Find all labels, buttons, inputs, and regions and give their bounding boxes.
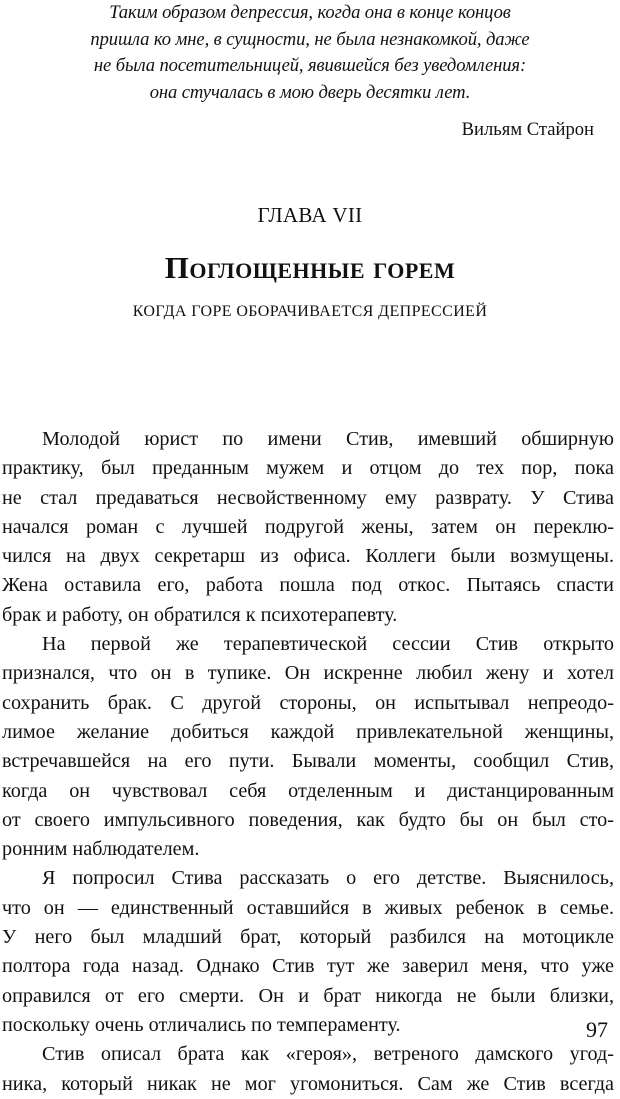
epigraph	[20, 0, 600, 106]
paragraph-line: лимое желание добиться каждой привлекательной женщины,	[2, 720, 614, 743]
paragraph-line: Стив описал брата как «героя», ветреного дамского угод-	[42, 1043, 614, 1066]
paragraph-line: ронним наблюдателем.	[2, 838, 200, 861]
chapter-subtitle: КОГДА ГОРЕ ОБОРАЧИВАЕТСЯ ДЕПРЕССИЕЙ	[132, 303, 488, 320]
paragraph-line: сохранить брак. С другой стороны, он испытывал непреодо-	[2, 691, 614, 714]
epigraph-author: Вильям Стайрон	[461, 119, 594, 140]
paragraph-line: ника, который никак не мог угомониться. Сам же Стив всегда	[2, 1072, 614, 1095]
page-number: 97	[586, 1017, 608, 1042]
paragraph-line: начался роман с лучшей подругой жены, затем он переклю-	[2, 515, 614, 538]
paragraph-line: признался, что он в тупике. Он искренне любил жену и хотел	[2, 662, 614, 685]
paragraph-line: У него был младший брат, который разбился на мотоцикле	[2, 926, 614, 949]
paragraph-line: Жена оставила его, работа пошла под откос. Пытаясь спасти	[2, 574, 614, 597]
paragraph-line: Молодой юрист по имени Стив, имевший обширную	[42, 428, 614, 450]
paragraph-line: что он — единственный оставшийся в живых ребенок в семье.	[2, 896, 614, 919]
paragraph-line: встречавшейся на его пути. Бывали моменты, сообщил Стив,	[2, 750, 614, 773]
paragraph-line: поскольку очень отличались по темпераменту.	[2, 1013, 401, 1036]
paragraph-line: оправился от его смерти. Он и брат никогда не были близки,	[2, 984, 614, 1007]
paragraph-line: не стал предаваться несвойственному ему разврату. У Стива	[2, 486, 614, 509]
paragraph-line: практику, был преданным мужем и отцом до тех пор, пока	[2, 457, 614, 480]
epigraph-line: пришла ко мне, в сущности, не была незнакомкой, даже	[90, 28, 530, 50]
paragraph-line: от своего импульсивного поведения, как будто бы он был сто-	[2, 808, 614, 831]
chapter-label: ГЛАВА VII	[257, 203, 363, 227]
epigraph-line: она стучалась в мою дверь десятки лет.	[149, 81, 471, 103]
paragraph-line: полтора года назад. Однако Стив тут же заверил меня, что уже	[2, 955, 614, 978]
paragraph-line: чился на двух секретарш из офиса. Коллеги были возмущены.	[2, 545, 614, 568]
body-text	[0, 425, 620, 1099]
chapter-title: Поглощенные горем	[164, 250, 456, 285]
paragraph-line: брак и работу, он обратился к психотерапевту.	[2, 603, 398, 626]
paragraph-line: На первой же терапевтической сессии Стив открыто	[42, 633, 614, 656]
paragraph-line: Я попросил Стива рассказать о его детстве. Выяснилось,	[42, 867, 614, 890]
epigraph-line: Таким образом депрессия, когда она в конце концов	[109, 2, 511, 23]
epigraph-line: не была посетительницей, явившейся без уведомления:	[93, 55, 527, 76]
paragraph-line: когда он чувствовал себя отделенным и дистанцированным	[2, 779, 614, 802]
